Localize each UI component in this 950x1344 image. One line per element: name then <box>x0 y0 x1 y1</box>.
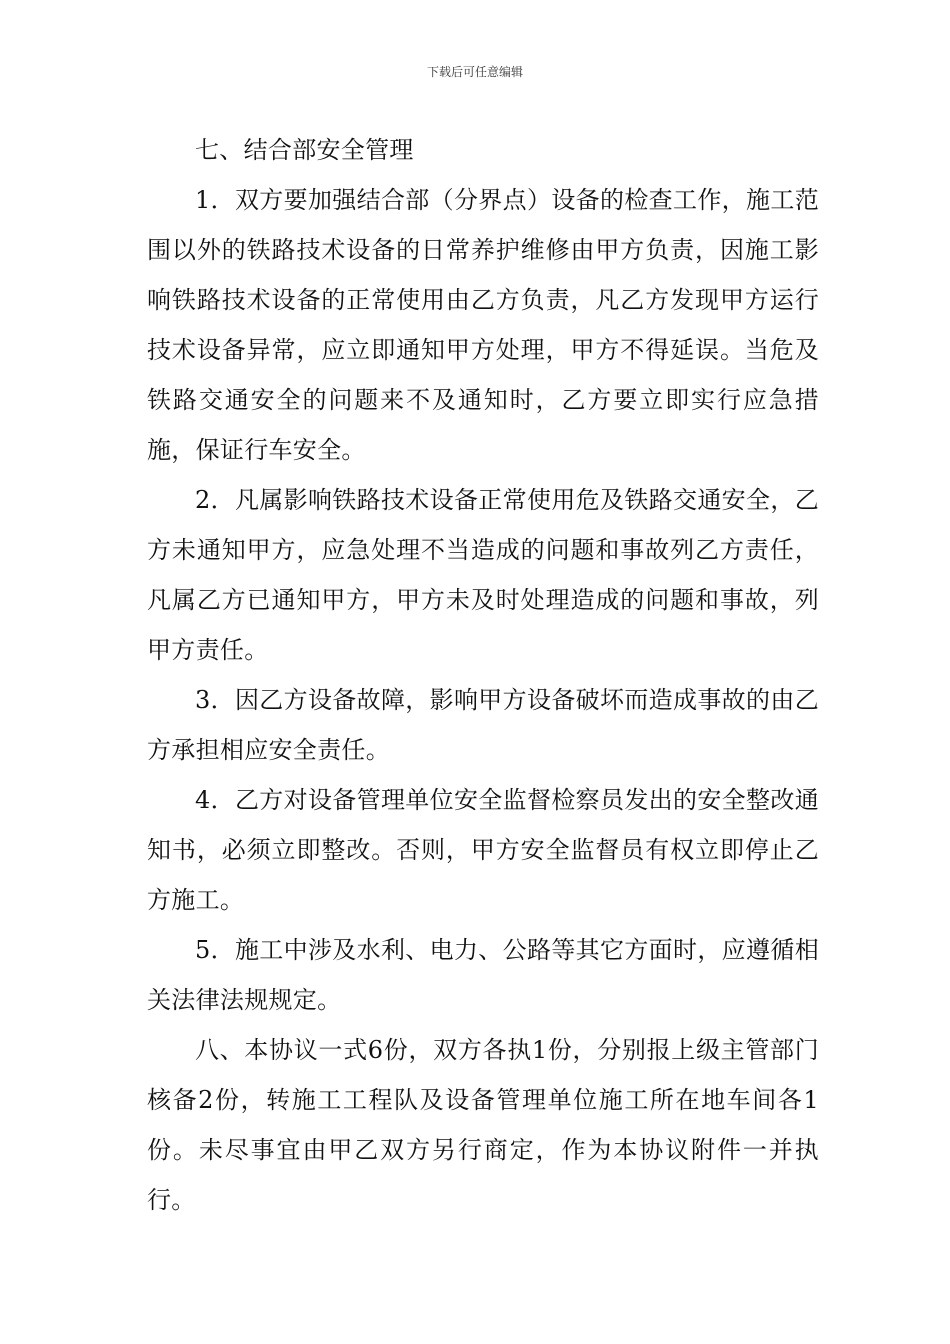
document-body <box>147 125 819 1225</box>
clause-paragraph-3: 3．因乙方设备故障，影响甲方设备破坏而造成事故的由乙方承担相应安全责任。 <box>147 686 819 764</box>
page-header-note: 下载后可任意编辑 <box>426 65 523 79</box>
clause-paragraph-4: 4．乙方对设备管理单位安全监督检察员发出的安全整改通知书，必须立即整改。否则，甲方安全监督员有权立即停止乙方施工。 <box>147 786 819 914</box>
clause-paragraph-5: 5．施工中涉及水利、电力、公路等其它方面时，应遵循相关法律法规规定。 <box>147 936 819 1014</box>
clause-paragraph-2: 2．凡属影响铁路技术设备正常使用危及铁路交通安全，乙方未通知甲方，应急处理不当造成的问题和事故列乙方责任，凡属乙方已通知甲方，甲方未及时处理造成的问题和事故，列甲方责任。 <box>147 486 819 664</box>
section-heading-7: 七、结合部安全管理 <box>195 136 414 164</box>
section-paragraph-8: 八、本协议一式6份，双方各执1份，分别报上级主管部门核备2份，转施工工程队及设备管理单位施工所在地车间各1份。未尽事宜由甲乙双方另行商定，作为本协议附件一并执行。 <box>147 1036 819 1214</box>
clause-paragraph-1: 1．双方要加强结合部（分界点）设备的检查工作，施工范围以外的铁路技术设备的日常养护维修由甲方负责，因施工影响铁路技术设备的正常使用由乙方负责，凡乙方发现甲方运行技术设备异常，应立即通知甲方处理，甲方不得延误。当危及铁路交通安全的问题来不及通知时，乙方要立即实行应急措施，保证行车安全。 <box>147 186 819 464</box>
